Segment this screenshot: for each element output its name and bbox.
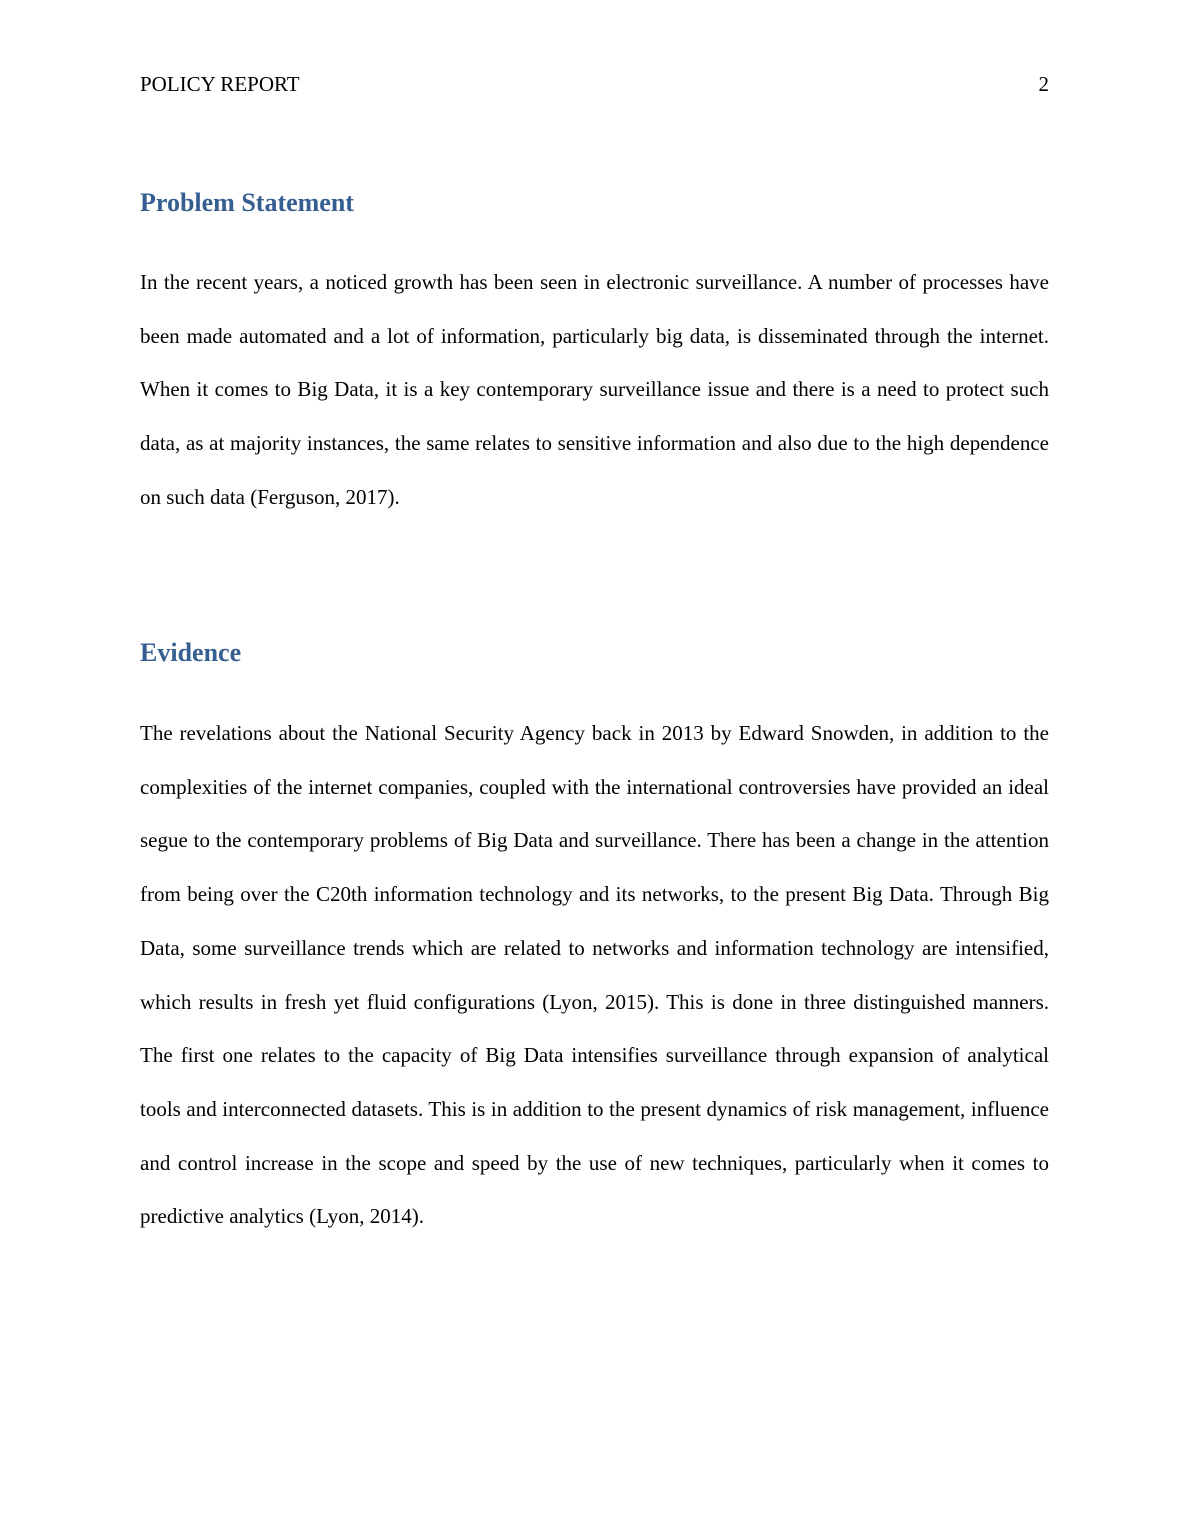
running-head: POLICY REPORT [140,72,300,96]
section-body-problem-statement: In the recent years, a noticed growth has been seen in electronic surveillance. A number of processes have been made automated and a lot of information, particularly big data, is disseminated through the internet. When it comes to Big Data, it is a key contemporary surveillance issue and there is a need to protect such data, as at majority instances, the same relates to sensitive information and also due to the high dependence on such data (Ferguson, 2017). [140,270,1049,509]
section-heading-evidence: Evidence [140,638,242,667]
page-header [140,70,1049,100]
section-heading-problem-statement: Problem Statement [140,188,354,217]
page-number: 2 [1038,72,1049,96]
section-body-evidence: The revelations about the National Security Agency back in 2013 by Edward Snowden, in addition to the complexities of the internet companies, coupled with the international controversies have provided an ideal segue to the contemporary problems of Big Data and surveillance. There has been a change in the attention from being over the C20th information technology and its networks, to the present Big Data. Through Big Data, some surveillance trends which are related to networks and information technology are intensified, which results in fresh yet fluid configurations (Lyon, 2015). This is done in three distinguished manners. The first one relates to the capacity of Big Data intensifies surveillance through expansion of analytical tools and interconnected datasets. This is in addition to the present dynamics of risk management, influence and control increase in the scope and speed by the use of new techniques, particularly when it comes to predictive analytics (Lyon, 2014). [140,721,1049,1229]
